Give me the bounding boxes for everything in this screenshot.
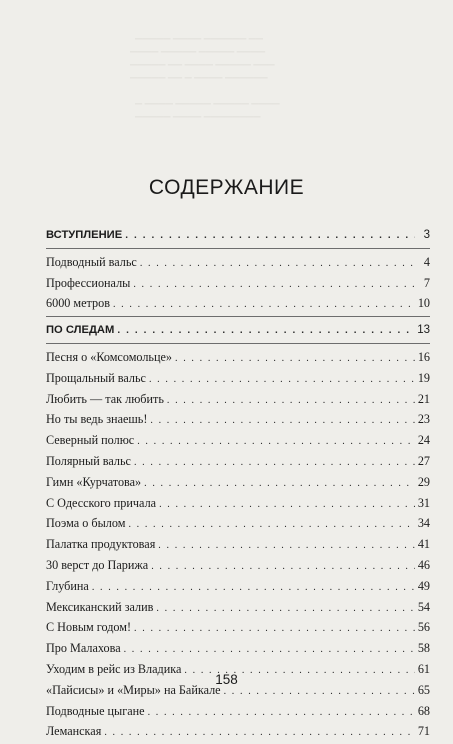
- page-number: 158: [215, 672, 238, 687]
- show-through-text: ───── ──── ────── ── ──── ───── ───── ──── ───── ── ──── ───── ─── ───── ── ─ ──── ────── ─ ──── ───── ───── ──── ───── ──── ────────: [120, 34, 280, 123]
- entry-page: 16: [417, 349, 430, 364]
- dot-leader: [113, 295, 415, 316]
- entry-page: 23: [417, 412, 430, 427]
- entry-title: Леманская: [46, 724, 102, 739]
- dot-leader: [167, 391, 415, 412]
- dot-leader: [156, 599, 414, 620]
- section-title: ПО СЛЕДАМ: [46, 324, 115, 337]
- entry-page: 4: [423, 254, 430, 269]
- toc-entry[interactable]: [46, 273, 430, 294]
- dot-leader: [150, 411, 414, 432]
- entry-page: 7: [423, 275, 430, 290]
- entry-page: 58: [417, 641, 430, 656]
- entry-title: Гимн «Курчатова»: [46, 474, 142, 489]
- toc-entry[interactable]: [46, 555, 430, 576]
- section-page: 13: [417, 324, 430, 337]
- entry-title: С Одесского причала: [46, 495, 157, 510]
- entry-title: Полярный вальс: [46, 453, 131, 468]
- entry-title: Но ты ведь знаешь!: [46, 412, 148, 427]
- toc-entry[interactable]: [46, 451, 430, 472]
- dot-leader: [128, 515, 414, 536]
- toc-entry[interactable]: [46, 576, 430, 597]
- entry-title: Подводные цыгане: [46, 703, 145, 718]
- toc-entry[interactable]: [46, 701, 430, 722]
- toc-entry[interactable]: [46, 293, 430, 314]
- toc-entry[interactable]: [46, 534, 430, 555]
- toc-entry[interactable]: [46, 430, 430, 451]
- entry-title: С Новым годом!: [46, 620, 132, 635]
- toc-entry[interactable]: [46, 513, 430, 534]
- toc-entry[interactable]: [46, 347, 430, 368]
- dot-leader: [92, 578, 415, 599]
- entry-page: 19: [417, 370, 430, 385]
- entry-title: Прощальный вальс: [46, 370, 146, 385]
- entry-title: «Пайсисы» и «Миры» на Байкале: [46, 682, 221, 697]
- entry-title: Профессионалы: [46, 275, 131, 290]
- entry-page: 24: [417, 433, 430, 448]
- entry-title: 6000 метров: [46, 296, 110, 311]
- dot-leader: [137, 432, 415, 453]
- toc-section-heading[interactable]: [46, 225, 430, 246]
- dot-leader: [124, 640, 415, 661]
- dot-leader: [134, 619, 415, 640]
- toc-entry[interactable]: [46, 721, 430, 742]
- entry-page: 10: [417, 296, 430, 311]
- entry-title: Палатка продуктовая: [46, 537, 156, 552]
- entry-title: Северный полюс: [46, 433, 135, 448]
- dot-leader: [125, 226, 415, 247]
- entry-title: Уходим в рейс из Владика: [46, 661, 182, 676]
- entry-title: Про Малахова: [46, 641, 121, 656]
- dot-leader: [149, 370, 415, 391]
- dot-leader: [151, 557, 415, 578]
- entry-page: 34: [417, 516, 430, 531]
- entry-page: 31: [417, 495, 430, 510]
- toc-entry[interactable]: [46, 617, 430, 638]
- dot-leader: [159, 495, 415, 516]
- entry-page: 61: [417, 661, 430, 676]
- dot-leader: [144, 474, 415, 495]
- entry-title: Подводный вальс: [46, 254, 137, 269]
- entry-title: Любить — так любить: [46, 391, 164, 406]
- dot-leader: [117, 321, 414, 342]
- entry-page: 65: [417, 682, 430, 697]
- toc-entry[interactable]: [46, 638, 430, 659]
- section-rule: [46, 316, 430, 317]
- dot-leader: [104, 723, 414, 744]
- toc-entry[interactable]: [46, 493, 430, 514]
- entry-page: 54: [417, 599, 430, 614]
- entry-page: 29: [417, 474, 430, 489]
- dot-leader: [134, 453, 415, 474]
- toc-entry[interactable]: [46, 409, 430, 430]
- dot-leader: [175, 349, 415, 370]
- page-title: СОДЕРЖАНИЕ: [148, 176, 305, 199]
- entry-page: 27: [417, 453, 430, 468]
- entry-page: 46: [417, 557, 430, 572]
- entry-page: 41: [417, 537, 430, 552]
- entry-title: 30 верст до Парижа: [46, 557, 149, 572]
- dot-leader: [133, 275, 415, 296]
- entry-page: 56: [417, 620, 430, 635]
- toc-entry[interactable]: [46, 597, 430, 618]
- toc-entry[interactable]: [46, 389, 430, 410]
- toc-entry[interactable]: [46, 368, 430, 389]
- dot-leader: [158, 536, 415, 557]
- toc-section-heading[interactable]: [46, 320, 430, 341]
- dot-leader: [148, 703, 415, 724]
- entry-page: 71: [417, 724, 430, 739]
- section-title: ВСТУПЛЕНИЕ: [46, 229, 123, 241]
- table-of-contents: [46, 225, 430, 742]
- toc-entry[interactable]: [46, 252, 430, 273]
- dot-leader: [140, 254, 415, 275]
- entry-page: 21: [417, 391, 430, 406]
- section-rule: [46, 343, 430, 344]
- entry-title: Поэма о былом: [46, 516, 126, 531]
- toc-entry[interactable]: [46, 472, 430, 493]
- entry-title: Мексиканский залив: [46, 599, 154, 614]
- section-rule: [46, 248, 430, 249]
- entry-title: Песня о «Комсомольце»: [46, 349, 173, 364]
- entry-title: Глубина: [46, 578, 89, 593]
- entry-page: 68: [417, 703, 430, 718]
- entry-page: 49: [417, 578, 430, 593]
- section-page: 3: [423, 229, 430, 241]
